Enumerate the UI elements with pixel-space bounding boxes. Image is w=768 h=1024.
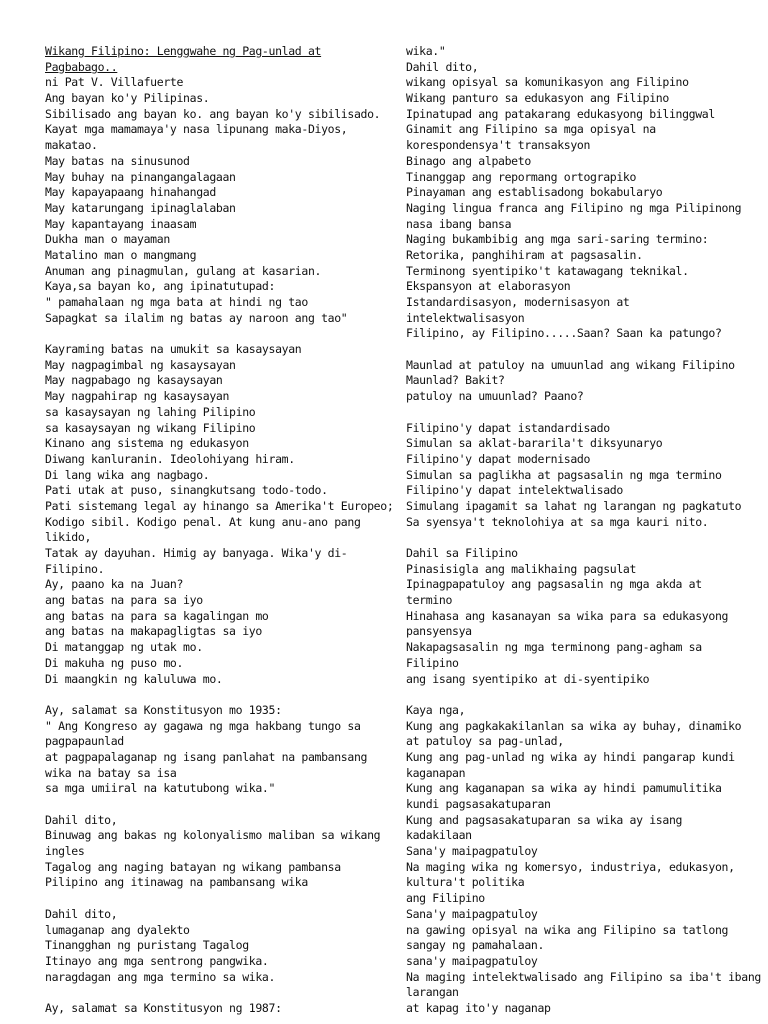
right-column-line: Kaya nga,	[406, 702, 466, 717]
right-column-line: Ipinatupad ang patakarang edukasyong bilinggwal	[406, 106, 715, 121]
right-column-line: nasa ibang bansa	[406, 216, 512, 231]
left-column-line: Matalino man o mangmang	[45, 247, 197, 262]
left-column-line: ni Pat V. Villafuerte	[45, 75, 184, 90]
right-column-line: Retorika, panghihiram at pagsasalin.	[406, 247, 643, 262]
document-title-line: Pagbabago..	[45, 59, 118, 74]
right-column-line: sangay ng pamahalaan.	[406, 938, 545, 953]
left-column-line: Itinayo ang mga sentrong pangwika.	[45, 953, 269, 968]
left-column-line: Anuman ang pinagmulan, gulang at kasarian.	[45, 263, 322, 278]
left-column-line: Kayraming batas na umukit sa kasaysayan	[45, 342, 302, 357]
blank-line	[45, 985, 385, 1001]
left-column-line: May katarungang ipinaglalaban	[45, 200, 236, 215]
left-column-line: ingles	[45, 844, 85, 859]
right-column-line: korespondensya't transaksyon	[406, 138, 591, 153]
right-column-line: kaganapan	[406, 765, 466, 780]
right-column-line: Ekspansyon at elaborasyon	[406, 279, 571, 294]
blank-line	[406, 687, 746, 703]
right-column-line: Filipino'y dapat modernisado	[406, 451, 591, 466]
right-column-line: ang Filipino	[406, 891, 485, 906]
right-column-line: larangan	[406, 985, 459, 1000]
right-column-line: Filipino, ay Filipino.....Saan? Saan ka patungo?	[406, 326, 722, 341]
right-column-line: Kung ang pagkakakilanlan sa wika ay buhay, dinamiko	[406, 718, 742, 733]
right-column-line: Kung ang kaganapan sa wika ay hindi pamumulitika	[406, 781, 722, 796]
right-column-line: Sana'y maipagpatuloy	[406, 844, 538, 859]
right-column-line: Maunlad? Bakit?	[406, 373, 505, 388]
right-column-line: Na maging intelektwalisado ang Filipino sa iba't ibang	[406, 969, 761, 984]
right-column-line: Ginamit ang Filipino sa mga opisyal na	[406, 122, 656, 137]
right-column-line: at patuloy sa pag-unlad,	[406, 734, 564, 749]
right-column-line: Filipino'y dapat istandardisado	[406, 420, 610, 435]
left-column-line: Kaya,sa bayan ko, ang ipinatutupad:	[45, 279, 276, 294]
right-column-line: Sana'y maipagpatuloy	[406, 906, 538, 921]
left-column-line: wika na batay sa isa	[45, 765, 177, 780]
left-column-line: Di makuha ng puso mo.	[45, 655, 184, 670]
right-column-line: Istandardisasyon, modernisasyon at	[406, 295, 630, 309]
blank-line	[45, 891, 385, 907]
right-column-line: sana'y maipagpatuloy	[406, 953, 538, 968]
right-column-line: Simulan sa paglikha at pagsasalin ng mga termino	[406, 467, 722, 482]
left-column-line: makatao.	[45, 138, 98, 153]
right-column-line: Sa syensya't teknolohiya at sa mga kauri nito.	[406, 514, 709, 529]
left-column-line: Tagalog ang naging batayan ng wikang pambansa	[45, 859, 341, 874]
right-column-line: Dahil sa Filipino	[406, 546, 518, 560]
left-column-line: Di maangkin ng kaluluwa mo.	[45, 671, 223, 686]
right-column-line: Naging lingua franca ang Filipino ng mga Pilipinong	[406, 200, 742, 215]
right-column-line: pansyensya	[406, 624, 472, 639]
left-column-line: Kinano ang sistema ng edukasyon	[45, 436, 249, 451]
left-column-line: ang batas na para sa iyo	[45, 593, 203, 608]
left-column-line: Tinangghan ng puristang Tagalog	[45, 938, 249, 953]
left-column-line: sa mga umiiral na katutubong wika."	[45, 781, 276, 796]
left-column-line: May buhay na pinangangalagaan	[45, 169, 236, 184]
left-column-line: likido,	[45, 530, 92, 545]
blank-line	[45, 687, 385, 703]
right-column-line: Pinasisigla ang malikhaing pagsulat	[406, 561, 637, 576]
left-column-line: Binuwag ang bakas ng kolonyalismo maliban sa wikang	[45, 828, 381, 843]
right-column-line: Na maging wika ng komersyo, industriya, edukasyon,	[406, 859, 735, 874]
left-column-line: naragdagan ang mga termino sa wika.	[45, 969, 276, 984]
right-column-line: kadakilaan	[406, 828, 472, 843]
left-column-line: May kapantayang inaasam	[45, 216, 197, 231]
right-column-line: Simulan sa aklat-bararila't diksyunaryo	[406, 436, 663, 451]
left-column-line: May nagpagimbal ng kasaysayan	[45, 357, 236, 372]
left-column-line: May batas na sinusunod	[45, 153, 190, 168]
right-column-line: Ipinagpapatuloy ang pagsasalin ng mga akda at	[406, 577, 702, 592]
left-column-line: Dahil dito,	[45, 906, 118, 921]
left-column-line: Pati sistemang legal ay hinango sa Amerika't Europeo;	[45, 498, 394, 513]
left-column-line: Ay, salamat sa Konstitusyon ng 1987:	[45, 1000, 282, 1015]
right-column-line: kundi pagsasakatuparan	[406, 797, 551, 811]
left-column-line: Di matanggap ng utak mo.	[45, 640, 203, 655]
blank-line	[45, 797, 385, 813]
left-column-line: sa kasaysayan ng wikang Filipino	[45, 420, 256, 435]
right-column-line: Filipino'y dapat intelektwalisado	[406, 483, 623, 498]
left-text-column	[45, 44, 394, 1017]
left-column-line: Sibilisado ang bayan ko. ang bayan ko'y sibilisado.	[45, 106, 381, 121]
left-column-line: Ay, salamat sa Konstitusyon mo 1935:	[45, 702, 282, 717]
right-column-line: patuloy na umuunlad? Paano?	[406, 389, 584, 404]
right-text-column	[406, 44, 761, 1017]
left-column-line: Ay, paano ka na Juan?	[45, 577, 184, 592]
left-column-line: lumaganap ang dyalekto	[45, 922, 190, 937]
left-column-line: May nagpabago ng kasaysayan	[45, 373, 223, 388]
document-title-line: Wikang Filipino: Lenggwahe ng Pag-unlad at	[45, 44, 322, 58]
left-column-line: pagpapaunlad	[45, 734, 124, 749]
right-column-line: termino	[406, 593, 453, 608]
right-column-line: Filipino	[406, 655, 459, 670]
left-column-line: Sapagkat sa ilalim ng batas ay naroon ang tao"	[45, 310, 348, 325]
left-column-line: Kayat mga mamamaya'y nasa lipunang maka-Diyos,	[45, 122, 348, 137]
blank-line	[45, 326, 385, 342]
left-column-line: " pamahalaan ng mga bata at hindi ng tao	[45, 295, 308, 309]
blank-line	[406, 342, 746, 358]
right-column-line: Nakapagsasalin ng mga terminong pang-agham sa	[406, 640, 702, 655]
left-column-line: at pagpapalaganap ng isang panlahat na pambansang	[45, 749, 368, 764]
blank-line	[406, 530, 746, 546]
right-column-line: Tinanggap ang repormang ortograpiko	[406, 169, 637, 184]
right-column-line: Kung ang pag-unlad ng wika ay hindi pangarap kundi	[406, 749, 735, 764]
right-column-line: wikang opisyal sa komunikasyon ang Filipino	[406, 75, 689, 90]
right-column-line: na gawing opisyal na wika ang Filipino sa tatlong	[406, 922, 729, 937]
left-column-line: ang batas na para sa kagalingan mo	[45, 608, 269, 623]
right-column-line: Simulang ipagamit sa lahat ng larangan ng pagkatuto	[406, 498, 742, 513]
left-column-line: Pilipino ang itinawag na pambansang wika	[45, 875, 308, 890]
left-column-line: ang batas na makapagligtas sa iyo	[45, 624, 262, 639]
left-column-line: " Ang Kongreso ay gagawa ng mga hakbang tungo sa	[45, 718, 361, 733]
blank-line	[406, 405, 746, 421]
left-column-line: May nagpahirap ng kasaysayan	[45, 389, 230, 404]
left-column-line: Filipino.	[45, 561, 105, 576]
left-column-line: sa kasaysayan ng lahing Pilipino	[45, 404, 256, 419]
left-column-line: Diwang kanluranin. Ideolohiyang hiram.	[45, 451, 295, 466]
left-column-line: Tatak ay dayuhan. Himig ay banyaga. Wika'y di-	[45, 546, 348, 560]
right-column-line: Kung and pagsasakatuparan sa wika ay isang	[406, 812, 683, 827]
right-column-line: wika."	[406, 44, 446, 58]
right-column-line: Binago ang alpabeto	[406, 153, 531, 168]
right-column-line: at kapag ito'y naganap	[406, 1000, 551, 1015]
right-column-line: ang isang syentipiko at di-syentipiko	[406, 671, 650, 686]
left-column-line: Pati utak at puso, sinangkutsang todo-todo.	[45, 483, 328, 498]
right-column-line: Naging bukambibig ang mga sari-saring termino:	[406, 232, 709, 247]
left-column-line: Di lang wika ang nagbago.	[45, 467, 210, 482]
left-column-line: May kapayapaang hinahangad	[45, 185, 216, 200]
right-column-line: Maunlad at patuloy na umuunlad ang wikang Filipino	[406, 357, 735, 372]
left-column-line: Dahil dito,	[45, 812, 118, 827]
left-column-line: Dukha man o mayaman	[45, 232, 170, 247]
left-column-line: Kodigo sibil. Kodigo penal. At kung anu-ano pang	[45, 514, 361, 529]
left-column-line: Ang bayan ko'y Pilipinas.	[45, 91, 210, 106]
right-column-line: Terminong syentipiko't katawagang teknikal.	[406, 263, 689, 278]
right-column-line: Wikang panturo sa edukasyon ang Filipino	[406, 91, 669, 106]
right-column-line: kultura't politika	[406, 875, 525, 890]
right-column-line: Hinahasa ang kasanayan sa wika para sa edukasyong	[406, 608, 729, 623]
right-column-line: Dahil dito,	[406, 59, 479, 74]
right-column-line: intelektwalisasyon	[406, 310, 525, 325]
right-column-line: Pinayaman ang establisadong bokabularyo	[406, 185, 663, 200]
